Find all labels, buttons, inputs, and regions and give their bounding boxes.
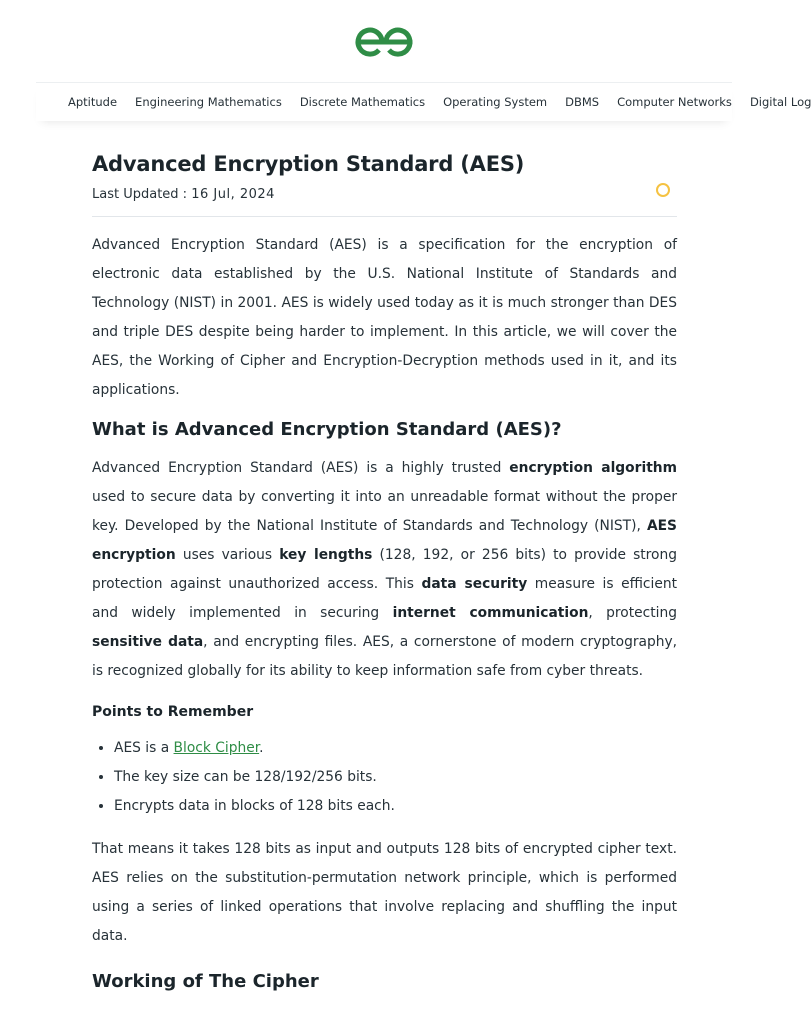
nav-item-dbms[interactable]: DBMS <box>565 95 600 109</box>
block-cipher-link[interactable]: Block Cipher <box>173 740 260 756</box>
text-run: measure is efficient and widely implemented in securing <box>92 576 677 621</box>
article <box>92 152 677 992</box>
bold-term-key-lengths: key lengths <box>279 547 373 563</box>
bold-term-data-security: data security <box>421 576 528 592</box>
nav-item-operating-system[interactable]: Operating System <box>443 95 548 109</box>
topic-navbar <box>36 82 811 121</box>
bold-term-encryption-algorithm: encryption algorithm <box>509 460 677 476</box>
list-item: • Encrypts data in blocks of 128 bits each. <box>114 792 677 821</box>
loading-ring-icon <box>656 183 670 197</box>
divider <box>92 216 677 217</box>
text-run: Advanced Encryption Standard (AES) is a highly trusted <box>92 460 510 476</box>
last-updated-label: Last Updated : <box>92 187 192 202</box>
text-run: uses various <box>175 547 280 563</box>
bold-term-sensitive-data: sensitive data <box>92 634 204 650</box>
nav-item-discrete-mathematics[interactable]: Discrete Mathematics <box>299 95 426 109</box>
what-is-aes-paragraph <box>92 454 677 686</box>
bold-term-aes-encryption: AES encryption <box>92 518 677 563</box>
points-to-remember-heading: Points to Remember <box>92 704 254 720</box>
list-item <box>114 734 677 763</box>
list-item: • The key size can be 128/192/256 bits. <box>114 763 677 792</box>
page-title: Advanced Encryption Standard (AES) <box>92 152 525 176</box>
section-heading-working-of-cipher: Working of The Cipher <box>92 971 319 992</box>
points-list <box>92 734 677 821</box>
last-updated-date: 16 Jul, 2024 <box>191 187 275 202</box>
intro-paragraph: Advanced Encryption Standard (AES) is a specification for the encryption of electronic data established by the U.S. National Institute of Standards and Technology (NIST) in 2001. AES is widely used today as it is much stronger than DES and triple DES despite being harder to implement. In this article, we will cover the AES, the Working of Cipher and Encryption-Decryption methods used in it, and its applications. <box>92 237 677 398</box>
list-item-text: AES is a <box>114 740 174 756</box>
nav-item-digital-logic[interactable]: Digital Log <box>749 95 811 109</box>
last-updated <box>92 187 677 202</box>
nav-item-aptitude[interactable]: Aptitude <box>68 95 118 109</box>
bold-term-internet-communication: internet communication <box>392 605 589 621</box>
text-run: (128, 192, or 256 bits) to provide strong protection against unauthorized access. This <box>92 547 677 592</box>
text-run: used to secure data by converting it into an unreadable format without the proper key. Developed by the National Institute of Standards and Technology (NIST), <box>92 489 677 534</box>
nav-item-engineering-mathematics[interactable]: Engineering Mathematics <box>135 95 282 109</box>
gfg-logo-icon <box>355 25 413 57</box>
cipher-io-paragraph: That means it takes 128 bits as input and outputs 128 bits of encrypted cipher text. AES relies on the substitution-permutation network principle, which is performed using a series of linked operations that involve replacing and shuffling the input data. <box>92 841 677 944</box>
nav-item-computer-networks[interactable]: Computer Networks <box>617 95 732 109</box>
text-run: , protecting <box>588 605 677 621</box>
section-heading-what-is-aes: What is Advanced Encryption Standard (AES)? <box>92 419 562 440</box>
site-header <box>0 0 768 82</box>
gfg-logo[interactable] <box>355 25 413 57</box>
text-run: , and encrypting files. AES, a cornerstone of modern cryptography, is recognized globally for its ability to keep information safe from cyber threats. <box>92 634 678 679</box>
list-item-text: . <box>259 740 264 756</box>
